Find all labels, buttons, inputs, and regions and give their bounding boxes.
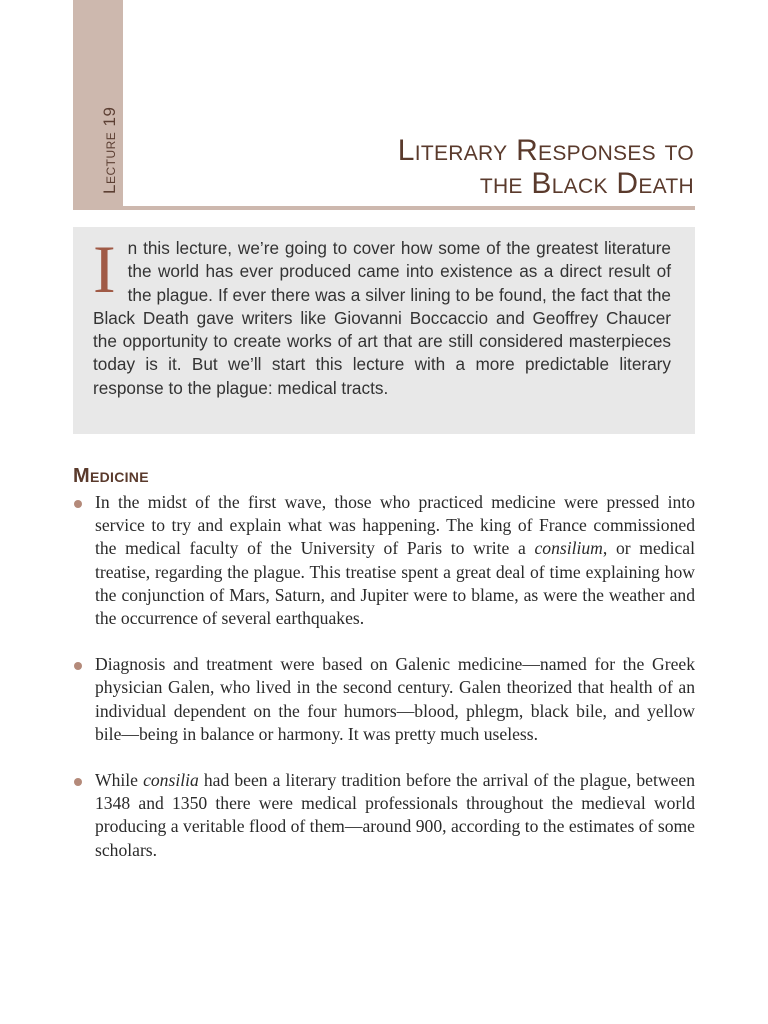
bullet-text: , or medical treatise, regarding the plague. This treatise spent a great deal of time explaining how the conjunction of Mars, Saturn, and Jupiter were to blame, as were the weather and the occurrence of several earthquakes.: [95, 538, 695, 629]
lecture-title-line-2: the Black Death: [479, 167, 694, 200]
section-heading-medicine: Medicine: [73, 465, 149, 487]
title-divider: [73, 206, 695, 210]
bullet-italic-term: consilia: [143, 770, 199, 791]
bullet-dot-icon: [74, 778, 82, 786]
bullet-item: [73, 769, 695, 862]
bullet-item: [73, 653, 695, 746]
lecture-title: [224, 134, 694, 200]
bullet-dot-icon: [74, 500, 82, 508]
bullet-item: [73, 491, 695, 630]
bullet-text: In the midst of the first wave, those who practiced medicine were pressed into service to try and explain what was happening. The king of France commissioned the medical faculty of the University of Paris to write a: [95, 492, 695, 559]
intro-text: n this lecture, we’re going to cover how some of the greatest literature the world has ever produced came into existence as a direct result of the plague. If ever there was a silver lining to be found, the fact that the Black Death gave writers like Giovanni Boccaccio and Geoffrey Chaucer the opportunity to create works of art that are still considered masterpieces today is it. But we’ll start this lecture with a more predictable literary response to the plague: medical tracts.: [93, 238, 671, 398]
drop-cap: I: [93, 231, 116, 307]
bullet-text: Diagnosis and treatment were based on Galenic medicine—named for the Greek physician Galen, who lived in the second century. Galen theorized that health of an individual dependent on the four humors—blood, phlegm, black bile, and yellow bile—being in balance or harmony. It was pretty much useless.: [95, 654, 695, 744]
lecture-number-label: Lecture 19: [100, 106, 119, 194]
bullet-text: While: [95, 770, 144, 791]
lecture-title-line-1: Literary Responses to: [397, 134, 694, 167]
intro-box: [73, 227, 695, 434]
bullet-dot-icon: [74, 662, 82, 670]
bullet-text: had been a literary tradition before the arrival of the plague, between 1348 and 1350 there were medical professionals throughout the medieval world producing a veritable flood of them—around 900, according to the estimates of some scholars.: [95, 770, 695, 860]
intro-paragraph: [93, 231, 671, 400]
bullet-italic-term: consilium: [534, 538, 603, 559]
medicine-bullet-list: [73, 491, 695, 885]
